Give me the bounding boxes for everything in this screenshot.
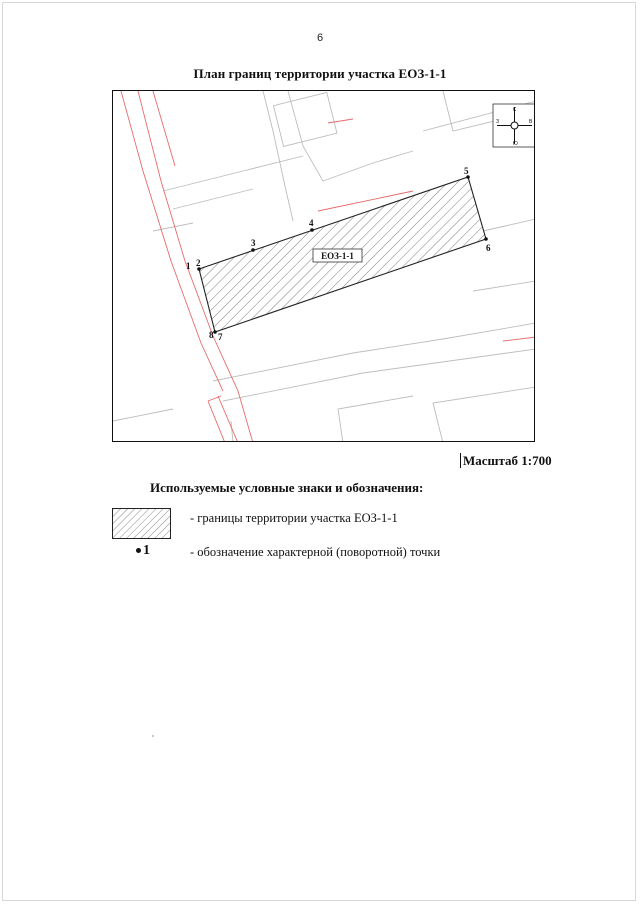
legend-point-number: 1 — [143, 543, 150, 558]
map-scale: Масштаб 1:700 — [460, 453, 552, 468]
point-dot-icon — [136, 548, 141, 553]
parcel-eoz-1-1 — [199, 177, 486, 332]
legend-hatch-swatch — [112, 508, 171, 539]
legend-title: Используемые условные знаки и обозначения: — [150, 480, 424, 495]
point-label-2: 2 — [196, 258, 201, 268]
point-label-6: 6 — [486, 243, 491, 253]
legend-boundary-text: - границы территории участка ЕОЗ-1-1 — [190, 511, 398, 525]
plan-title: План границ территории участка ЕОЗ-1-1 — [193, 66, 447, 81]
legend-point-text: - обозначение характерной (поворотной) точки — [190, 545, 441, 559]
scan-speck — [152, 735, 154, 737]
legend-point-symbol — [136, 543, 150, 559]
parcel-label: ЕОЗ-1-1 — [321, 251, 354, 261]
point-label-4: 4 — [309, 218, 314, 228]
compass-east: В — [529, 119, 533, 125]
point-label-1: 1 — [186, 261, 191, 271]
compass-south: Ю — [512, 141, 518, 147]
map-drawing — [113, 91, 535, 442]
compass-north: С — [512, 107, 517, 113]
compass-west: З — [496, 119, 500, 125]
site-plan-map — [112, 90, 535, 442]
point-label-5: 5 — [464, 166, 469, 176]
point-label-7: 7 — [218, 332, 223, 342]
point-label-3: 3 — [251, 238, 256, 248]
compass-rose-icon — [493, 104, 535, 147]
point-label-8: 8 — [209, 330, 214, 340]
page-number: 6 — [316, 32, 324, 44]
